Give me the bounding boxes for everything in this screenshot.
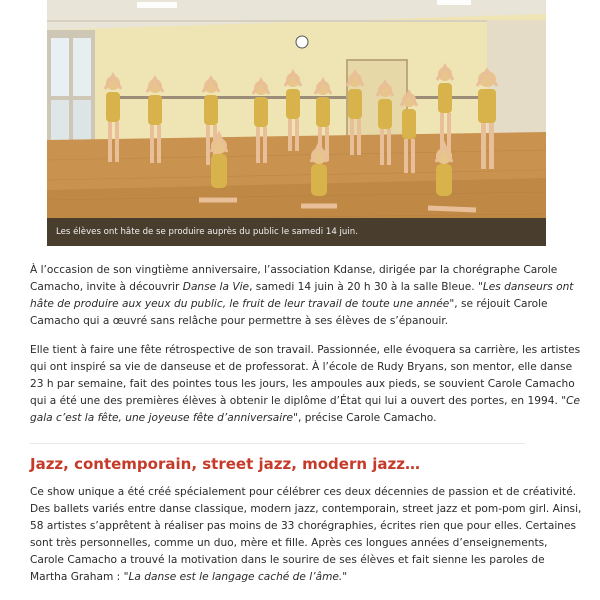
photo-caption: Les élèves ont hâte de se produire auprès du public le samedi 14 juin. bbox=[47, 218, 546, 246]
text-run: Elle tient à faire une fête rétrospective de son travail. Passionnée, elle évoquera sa carrière, les artistes qui ont inspiré sa vie de danseuse et de professorat. À l’école de Rudy Bryans, son mentor, elle danse 23 h par semaine, fait des pointes tous les jours, les ampoules aux pieds, se souvient Carole Camacho qui a été une des premières élèves à obtenir le diplôme d’État qui lui a ouvert des portes, en 1994. bbox=[30, 344, 581, 407]
section-heading: Jazz, contemporain, street jazz, modern jazz… bbox=[30, 455, 420, 473]
text-run: , précise Carole Camacho. bbox=[297, 412, 437, 424]
dance-class-image bbox=[47, 0, 546, 246]
text-run: , se réjouit Carole Camacho qui a œuvré sans relâche pour permettre à ses élèves de s’épanouir. bbox=[30, 298, 548, 327]
show-title: Danse la Vie bbox=[182, 281, 250, 293]
quote: "Ce gala c’est la fête, une joyeuse fête d’anniversaire" bbox=[30, 395, 580, 424]
quote: "La danse est le langage caché de l’âme." bbox=[123, 571, 348, 583]
paragraph-career bbox=[30, 342, 582, 427]
text-run: Ce show unique a été créé spécialement pour célébrer ces deux décennies de passion et de créativité. Des ballets variés entre danse classique, modern jazz, contemporain, street jazz et pom-pom girl. Ainsi, 58 artistes s’apprêtent à réaliser pas moins de 33 chorégraphies, écrites rien que pour elles. Certaines sont très personnelles, comme un duo, mère et fille. Après ces longues années d’enseignements, Carole Camacho a trouvé la motivation dans le sourire de ses élèves et fait sienne les paroles de Martha Graham : bbox=[30, 486, 582, 583]
quote: "Les danseurs ont hâte de produire aux yeux du public, le fruit de leur travail de toute une année" bbox=[30, 281, 574, 310]
text-run: À l’occasion de son vingtième anniversaire, l’association Kdanse, dirigée par la chorégraphe Carole Camacho, invite à découvrir bbox=[30, 264, 558, 293]
paragraph-show bbox=[30, 484, 582, 586]
paragraph-intro bbox=[30, 262, 582, 330]
section-divider bbox=[30, 443, 525, 444]
text-run: , samedi 14 juin à 20 h 30 à la salle Bleue. bbox=[249, 281, 478, 293]
article-photo bbox=[47, 0, 546, 246]
